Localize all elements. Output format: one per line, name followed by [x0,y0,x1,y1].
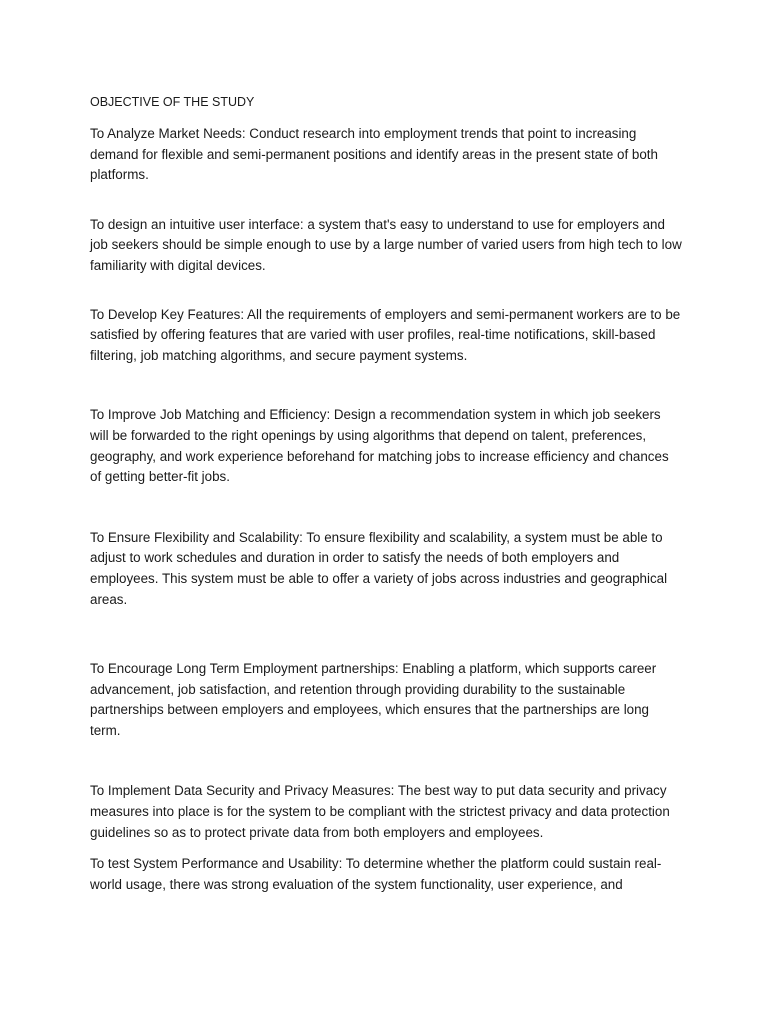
document-heading: OBJECTIVE OF THE STUDY [90,95,255,109]
objective-paragraph: To design an intuitive user interface: a system that's easy to understand to use for employers and job seekers should be simple enough to use by a large number of varied users from high tech to low familiarity with digital devices. [90,216,682,273]
objective-paragraph: To Develop Key Features: All the requirements of employers and semi-permanent workers are to be satisfied by offering features that are varied with user profiles, real-time notifications, skill-based filtering, job matching algorithms, and secure payment systems. [90,306,681,363]
objective-paragraph: To Implement Data Security and Privacy Measures: The best way to put data security and privacy measures into place is for the system to be compliant with the strictest privacy and data protection guidelines so as to protect private data from both employers and employees. [90,783,670,840]
document-page [90,94,682,895]
objective-paragraph: To Encourage Long Term Employment partnerships: Enabling a platform, which supports career advancement, job satisfaction, and retention through providing durability to the sustainable partnerships between employers and employees, which ensures that the partnerships are long term. [90,661,657,738]
objective-paragraph: To test System Performance and Usability: To determine whether the platform could sustain real-world usage, there was strong evaluation of the system functionality, user experience, and [90,856,662,892]
objective-paragraph: To Improve Job Matching and Efficiency: Design a recommendation system in which job seekers will be forwarded to the right openings by using algorithms that depend on talent, preferences, geography, and work experience beforehand for matching jobs to increase efficiency and chances of getting better-fit jobs. [90,407,669,485]
objective-paragraph: To Analyze Market Needs: Conduct research into employment trends that point to increasing demand for flexible and semi-permanent positions and identify areas in the present state of both platforms. [90,126,658,183]
objective-paragraph: To Ensure Flexibility and Scalability: To ensure flexibility and scalability, a system must be able to adjust to work schedules and duration in order to satisfy the needs of both employers and employees. This system must be able to offer a variety of jobs across industries and geographical areas. [90,529,668,607]
